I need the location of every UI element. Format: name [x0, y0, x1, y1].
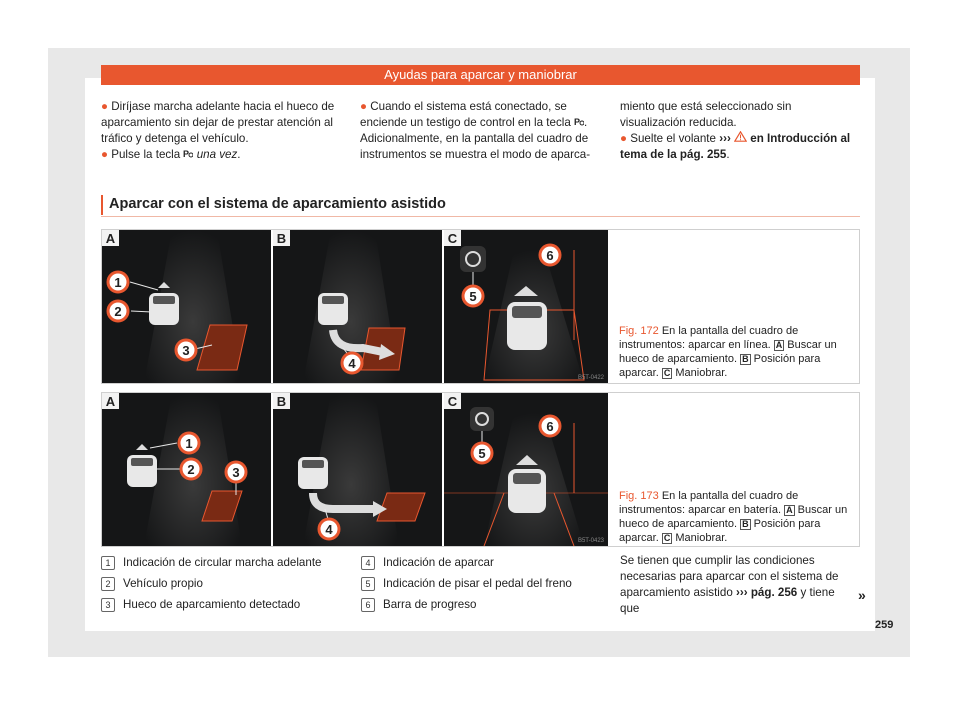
panel-label-c: C: [447, 231, 458, 246]
panel-c-perpendicular: [444, 393, 608, 546]
image-code: B5T-0422: [577, 375, 604, 381]
legend-middle: [361, 552, 572, 615]
callout-5: [463, 286, 483, 306]
figure-label: Fig. 172: [619, 325, 659, 337]
svg-text:1: 1: [185, 436, 193, 451]
legend-text: Indicación de circular marcha adelante: [123, 556, 322, 569]
caption-key-b: B: [742, 354, 749, 364]
reference-arrows: ›››: [719, 132, 731, 145]
callout-1: [108, 272, 128, 292]
svg-text:2: 2: [114, 304, 122, 319]
svg-text:P: P: [183, 149, 190, 158]
figure-label: Fig. 173: [619, 490, 659, 502]
bullet-icon: ●: [101, 148, 109, 161]
reference-link[interactable]: en Introducción al tema de la pág. 255: [620, 132, 851, 161]
legend-text: Indicación de pisar el pedal del freno: [383, 577, 572, 590]
park-assist-key-icon: [574, 117, 584, 126]
svg-text:6: 6: [546, 419, 554, 434]
callout-2: [108, 301, 128, 321]
page-number: 259: [875, 619, 894, 631]
panel-a-perpendicular: [102, 393, 271, 546]
legend-item: [361, 594, 572, 615]
text-column-3-bottom: [620, 553, 856, 617]
image-code: B5T-0423: [577, 538, 604, 544]
legend-item: [361, 573, 572, 594]
legend-item: [361, 552, 572, 573]
legend-text: Barra de progreso: [383, 598, 477, 611]
caption-b: Posición para aparcar.: [619, 518, 821, 544]
caption-a: Buscar un hueco de aparcamiento.: [619, 339, 837, 365]
park-assist-key-icon: [183, 149, 193, 158]
panel-c-parallel: [444, 230, 608, 383]
emphasis-once: una vez: [196, 148, 238, 161]
svg-text:P: P: [574, 117, 581, 126]
caption-key-c: C: [663, 368, 671, 378]
legend-number: 4: [361, 556, 375, 570]
caption-key-c: C: [663, 533, 671, 543]
figure-173: [101, 392, 860, 547]
instruction-1: Diríjase marcha adelante hacia el hueco de aparcamiento sin dejar de prestar atención al tráfico y detenga el vehículo.: [101, 100, 335, 145]
reference-arrows: ›››: [736, 586, 748, 599]
callout-6: [540, 416, 560, 436]
callout-4: [319, 519, 339, 539]
caption-text: En la pantalla del cuadro de instrumentos: aparcar en batería.: [619, 490, 799, 516]
instruction-4: Suelte el volante: [630, 132, 716, 145]
figure-caption: [619, 324, 851, 380]
legend-item: [101, 552, 322, 573]
conditions-text: Se tienen que cumplir las condiciones necesarias para aparcar con el sistema de aparcamiento asistido: [620, 554, 839, 599]
legend-item: [101, 573, 322, 594]
legend-item: [101, 594, 322, 615]
caption-key-a: A: [775, 340, 783, 350]
legend-number: 3: [101, 598, 115, 612]
legend-left: [101, 552, 322, 615]
text-column-2: [360, 99, 603, 163]
callout-3: [226, 462, 246, 482]
caption-key-a: A: [786, 505, 793, 515]
conditions-end: y tiene que: [620, 586, 835, 615]
legend-text: Hueco de aparcamiento detectado: [123, 598, 301, 611]
section-title: Aparcar con el sistema de aparcamiento asistido: [109, 196, 446, 212]
panel-label-a: A: [105, 231, 116, 246]
bullet-icon: ●: [101, 100, 109, 113]
continued-text: miento que está seleccionado sin visualización reducida.: [620, 100, 792, 129]
svg-text:3: 3: [182, 343, 190, 358]
caption-c: Maniobrar.: [675, 532, 728, 544]
punct: .: [726, 148, 730, 161]
section-divider: [101, 216, 860, 217]
svg-text:2: 2: [187, 462, 195, 477]
svg-text:4: 4: [325, 522, 333, 537]
svg-text:5: 5: [469, 289, 477, 304]
panel-label-b: B: [276, 394, 287, 409]
callout-4: [342, 353, 362, 373]
legend-number: 1: [101, 556, 115, 570]
instruction-3: Cuando el sistema está conectado, se enciende un testigo de control en la tecla: [360, 100, 571, 129]
figure-172: [101, 229, 860, 384]
legend-text: Vehículo propio: [123, 577, 203, 590]
figure-caption: [619, 489, 851, 545]
panel-b-perpendicular: [273, 393, 442, 546]
svg-text:5: 5: [478, 446, 486, 461]
caption-text: En la pantalla del cuadro de instrumentos: aparcar en línea.: [619, 325, 799, 351]
caption-a: Buscar un hueco de aparcamiento.: [619, 504, 848, 530]
legend-text: Indicación de aparcar: [383, 556, 494, 569]
svg-text:3: 3: [232, 465, 240, 480]
svg-text:6: 6: [546, 248, 554, 263]
text-column-1: [101, 99, 337, 163]
own-vehicle-icon: [127, 444, 157, 487]
own-vehicle-icon: [298, 457, 328, 489]
warning-triangle-icon: [734, 131, 747, 142]
punct: .: [237, 148, 241, 161]
section-accent: [101, 195, 103, 215]
instruction-2: Pulse la tecla: [111, 148, 181, 161]
chapter-header: Ayudas para aparcar y maniobrar: [101, 65, 860, 85]
callout-1: [179, 433, 199, 453]
callout-3: [176, 340, 196, 360]
caption-c: Maniobrar.: [675, 367, 728, 379]
svg-text:1: 1: [114, 275, 122, 290]
caption-b: Posición para aparcar.: [619, 353, 821, 379]
continue-mark: »: [858, 587, 866, 603]
panel-label-b: B: [276, 231, 287, 246]
bullet-icon: ●: [620, 132, 628, 145]
panel-b-parallel: [273, 230, 442, 383]
legend-number: 2: [101, 577, 115, 591]
callout-2: [181, 459, 201, 479]
reference-link[interactable]: pág. 256: [750, 586, 798, 599]
text-column-3: [620, 99, 860, 163]
bullet-icon: ●: [360, 100, 368, 113]
instruction-3-end: . Adicionalmente, en la pantalla del cuadro de instrumentos se muestra el modo de aparca-: [360, 116, 591, 161]
panel-label-a: A: [105, 394, 116, 409]
caption-key-b: B: [742, 519, 749, 529]
legend-number: 5: [361, 577, 375, 591]
own-vehicle-icon: [318, 293, 348, 325]
panel-a-parallel: [102, 230, 271, 383]
panel-label-c: C: [447, 394, 458, 409]
svg-text:4: 4: [348, 356, 356, 371]
callout-6: [540, 245, 560, 265]
legend-number: 6: [361, 598, 375, 612]
callout-5: [472, 443, 492, 463]
